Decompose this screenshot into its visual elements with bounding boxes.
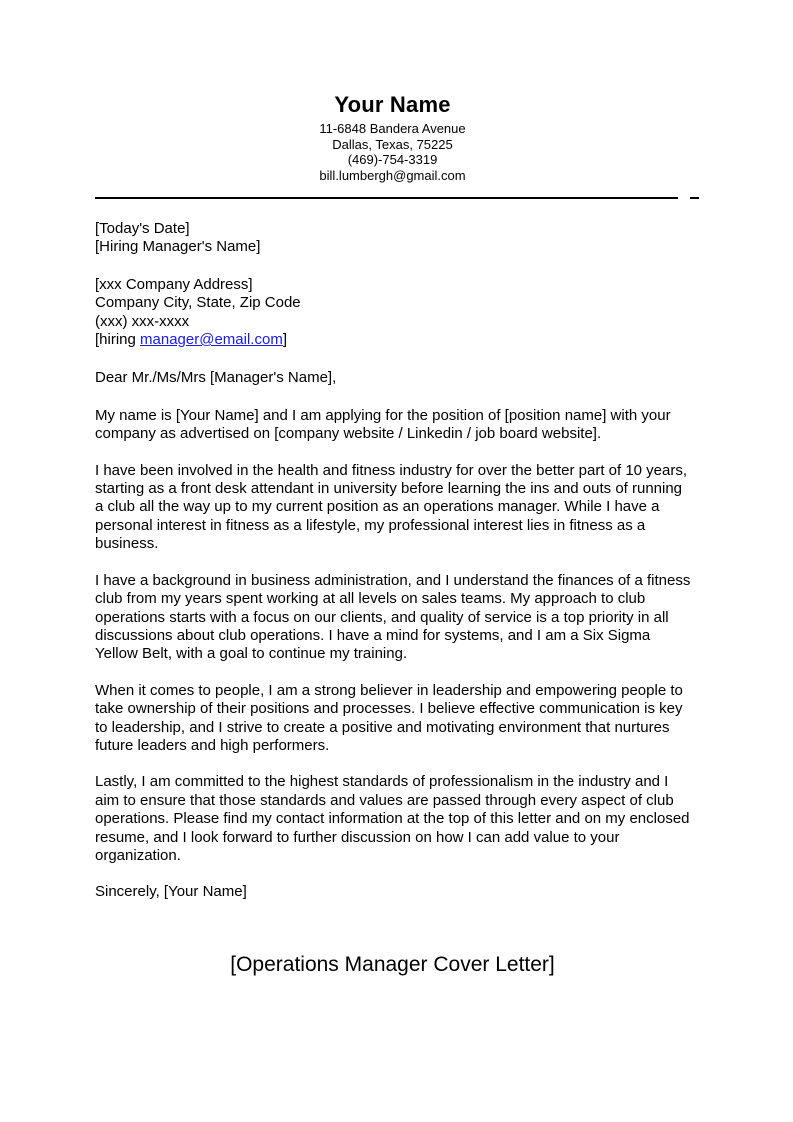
company-address: [xxx Company Address]: [95, 275, 253, 293]
letter-body: [95, 220, 693, 902]
body-paragraph-2: I have been involved in the health and fitness industry for over the better part of 10 years, starting as a front desk attendant in university before learning the ins and outs of running a club all the way up to my current position as an operations manager. While I have a personal interest in fitness as a lifestyle, my professional interest lies in fitness as a business.: [95, 461, 688, 553]
applicant-name: Your Name: [334, 92, 451, 117]
hiring-email-line: [95, 331, 693, 349]
hiring-email-suffix: ]: [282, 331, 287, 349]
company-city-state-zip: Company City, State, Zip Code: [95, 294, 301, 312]
hiring-email-link[interactable]: manager@email.com: [140, 331, 283, 349]
body-paragraph-4: When it comes to people, I am a strong believer in leadership and empowering people to take ownership of their positions and processes. I believe effective communication is key to leadership, and I strive to create a positive and motivating environment that nurtures future leaders and high performers.: [95, 681, 683, 754]
hiring-manager-name: [Hiring Manager's Name]: [95, 238, 261, 256]
date-block: [95, 220, 693, 257]
todays-date: [Today's Date]: [95, 220, 190, 237]
salutation: Dear Mr./Ms/Mrs [Manager's Name],: [95, 369, 337, 387]
applicant-city-state-zip: Dallas, Texas, 75225: [332, 136, 453, 152]
applicant-phone: (469)-754-3319: [347, 152, 438, 167]
closing-text: Sincerely,: [95, 883, 160, 901]
letterhead: [95, 92, 690, 183]
body-paragraph-1: My name is [Your Name] and I am applying for the position of [position name] with your company as advertised on [company website / Linkedin / job board website].: [95, 406, 671, 443]
divider-tick-mark: [690, 197, 699, 199]
recipient-block: [95, 276, 693, 350]
header-divider: [95, 197, 695, 201]
applicant-street-address: 11-6848 Bandera Avenue: [319, 121, 466, 136]
body-paragraph-5: Lastly, I am committed to the highest standards of professionalism in the industry and I aim to ensure that those standards and values are passed through every aspect of club operations. Please find my contact information at the top of this letter and on my enclosed resume, and I look forward to further discussion on how I can add value to your organization.: [95, 773, 690, 864]
body-paragraph-3: I have a background in business administration, and I understand the finances of a fitness club from my years spent working at all levels on sales teams. My approach to club operations starts with a focus on our clients, and quality of service is a top priority in all discussions about club operations. I have a mind for systems, and I am a Six Sigma Yellow Belt, with a goal to continue my training.: [95, 571, 691, 663]
signature-name: [Your Name]: [163, 883, 247, 901]
hiring-email-prefix: [hiring: [95, 331, 141, 349]
signoff-block: [95, 883, 693, 901]
applicant-email: bill.lumbergh@gmail.com: [319, 167, 466, 183]
company-phone: (xxx) xxx-xxxx: [95, 312, 190, 330]
divider-rule-line: [95, 197, 678, 199]
document-caption: [Operations Manager Cover Letter]: [230, 953, 555, 976]
